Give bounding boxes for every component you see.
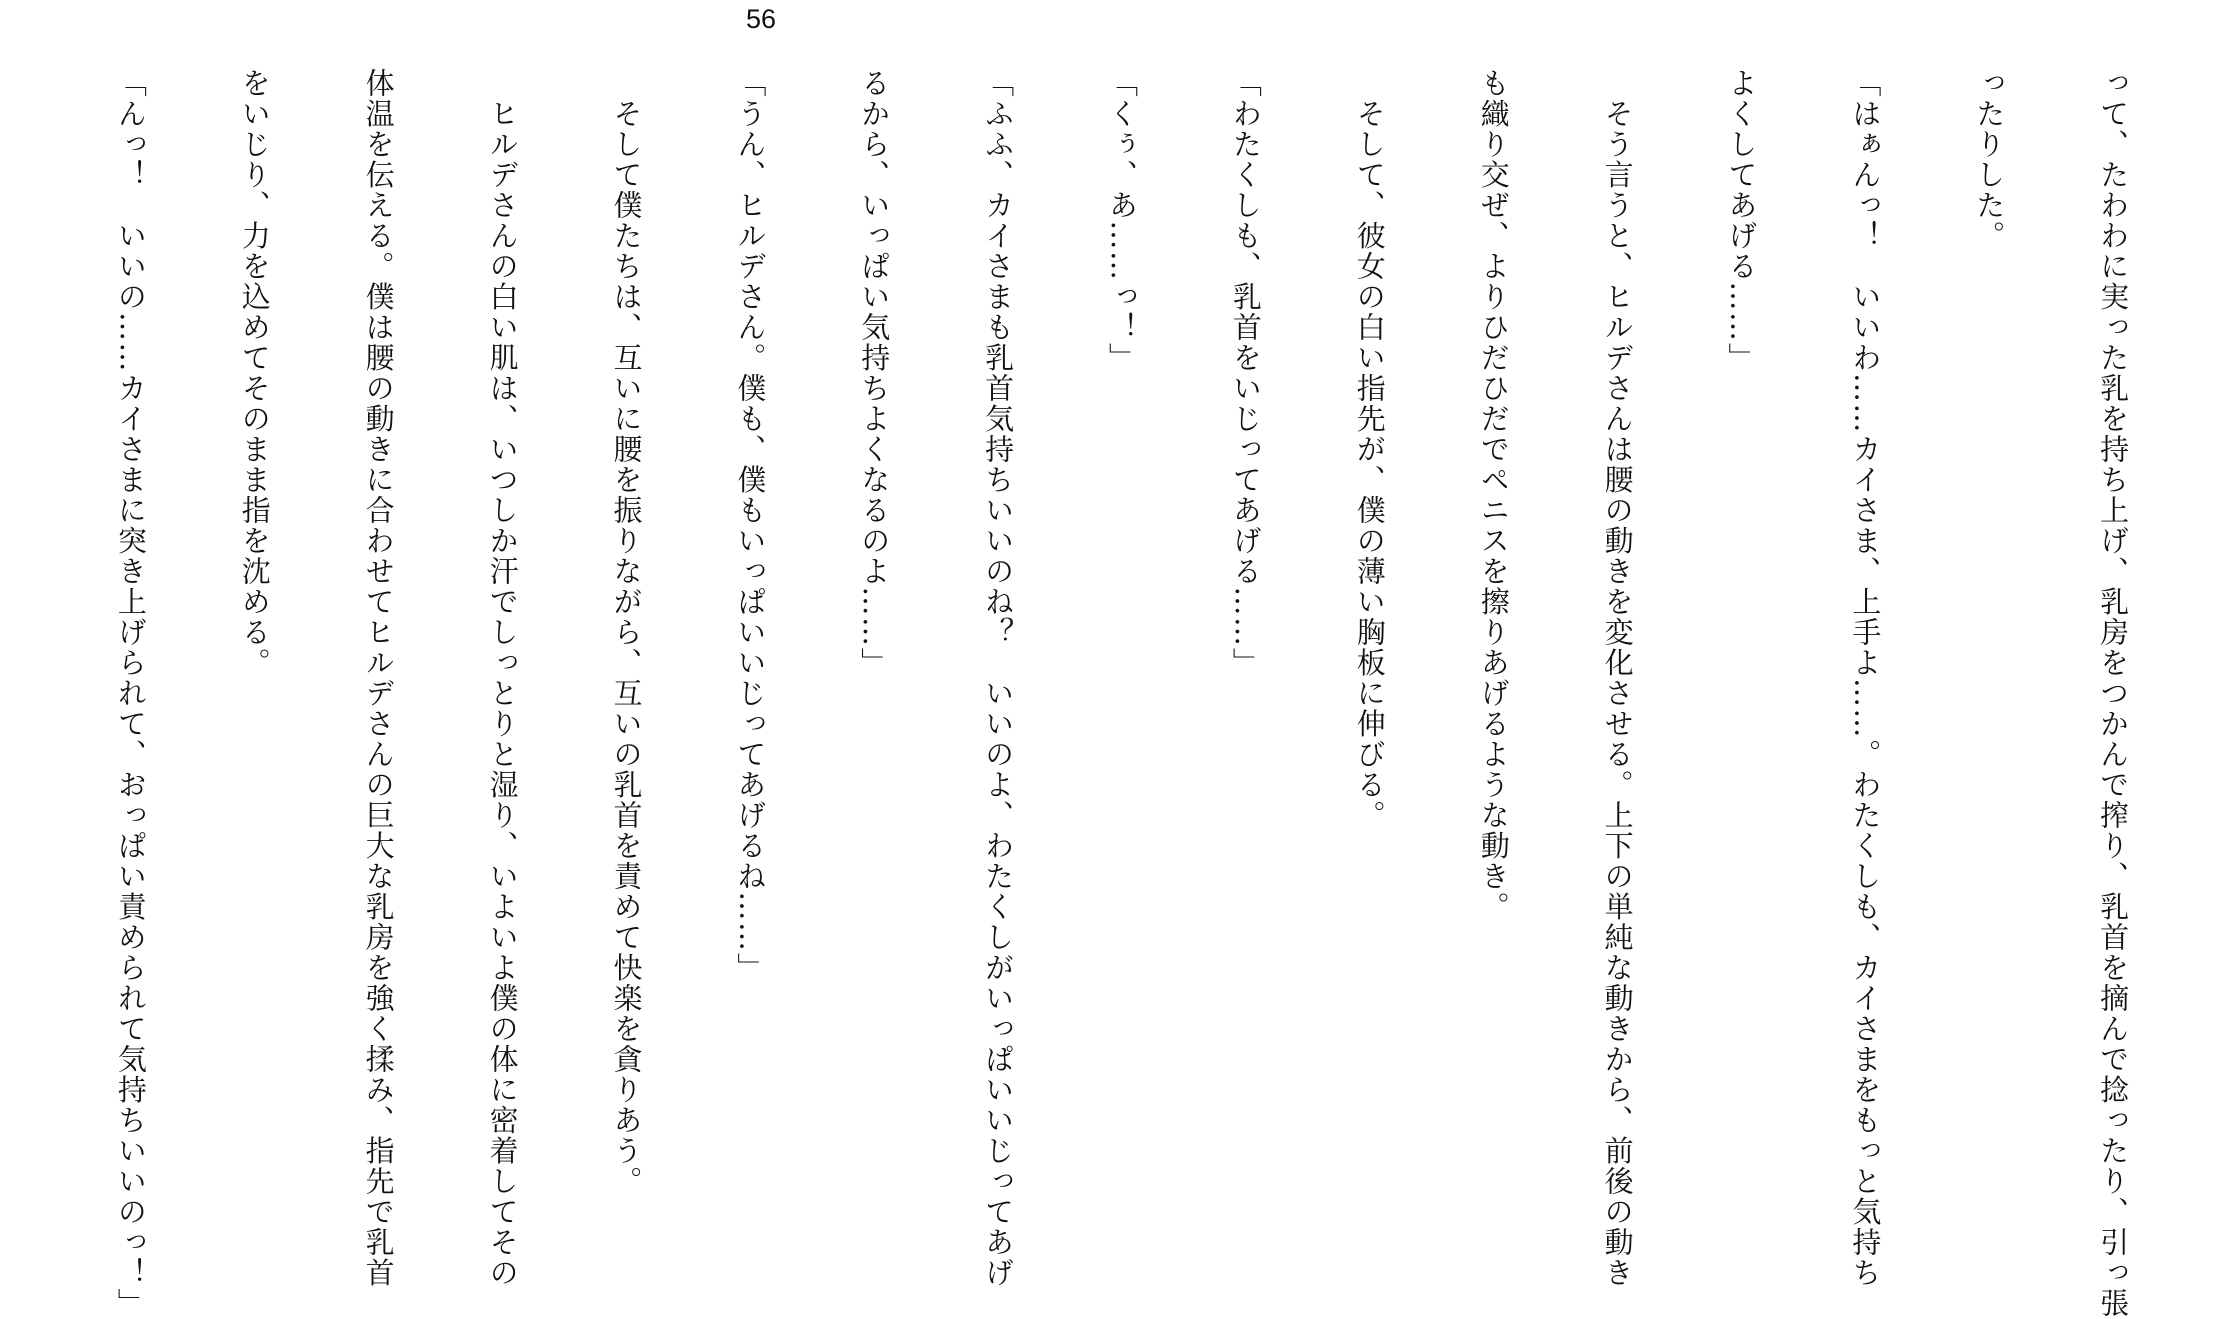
text-line: って、たわわに実った乳を持ち上げ、乳房をつかんで搾り、乳首を摘んで捻ったり、引っ張: [2096, 68, 2131, 1319]
text-line: 「くぅ、あ……っ！」: [1105, 68, 1140, 373]
text-line: も織り交ぜ、よりひだひだでペニスを擦りあげるような動き。: [1476, 68, 1511, 922]
text-line: そう言うと、ヒルデさんは腰の動きを変化させる。上下の単純な動きから、前後の動き: [1600, 68, 1635, 1288]
text-line: ったりした。: [1972, 68, 2007, 251]
text-line: 「んっ！ いいの……カイさまに突き上げられて、おっぱい責められて気持ちいいのっ！」: [113, 68, 148, 1319]
text-line: 「うん、ヒルデさん。僕も、僕もいっぱいいじってあげるね……」: [733, 68, 768, 983]
text-line: よくしてあげる……」: [1724, 68, 1759, 373]
text-line: をいじり、力を込めてそのまま指を沈める。: [237, 68, 272, 678]
text-line: そして僕たちは、互いに腰を振りながら、互いの乳首を責めて快楽を貪りあう。: [609, 68, 644, 1197]
page-number: 56: [745, 4, 776, 34]
vertical-text-column: [27, 68, 2216, 1319]
text-line: 体温を伝える。僕は腰の動きに合わせてヒルデさんの巨大な乳房を強く揉み、指先で乳首: [361, 68, 396, 1288]
novel-text-body: [27, 68, 2131, 1319]
text-line: 「ふふ、カイさまも乳首気持ちいいのね？ いいのよ、わたくしがいっぱいいじってあげ: [981, 68, 1016, 1288]
text-line: そして、彼女の白い指先が、僕の薄い胸板に伸びる。: [1352, 68, 1387, 831]
text-line: ヒルデさんの白い肌は、いつしか汗でしっとりと湿り、いよいよ僕の体に密着してその: [485, 68, 520, 1288]
text-line: るから、いっぱい気持ちよくなるのよ……」: [857, 68, 892, 678]
text-line: 「わたくしも、乳首をいじってあげる……」: [1228, 68, 1263, 678]
text-line: 「はぁんっ！ いいわ……カイさま、上手よ……。わたくしも、カイさまをもっと気持ち: [1848, 68, 1883, 1288]
